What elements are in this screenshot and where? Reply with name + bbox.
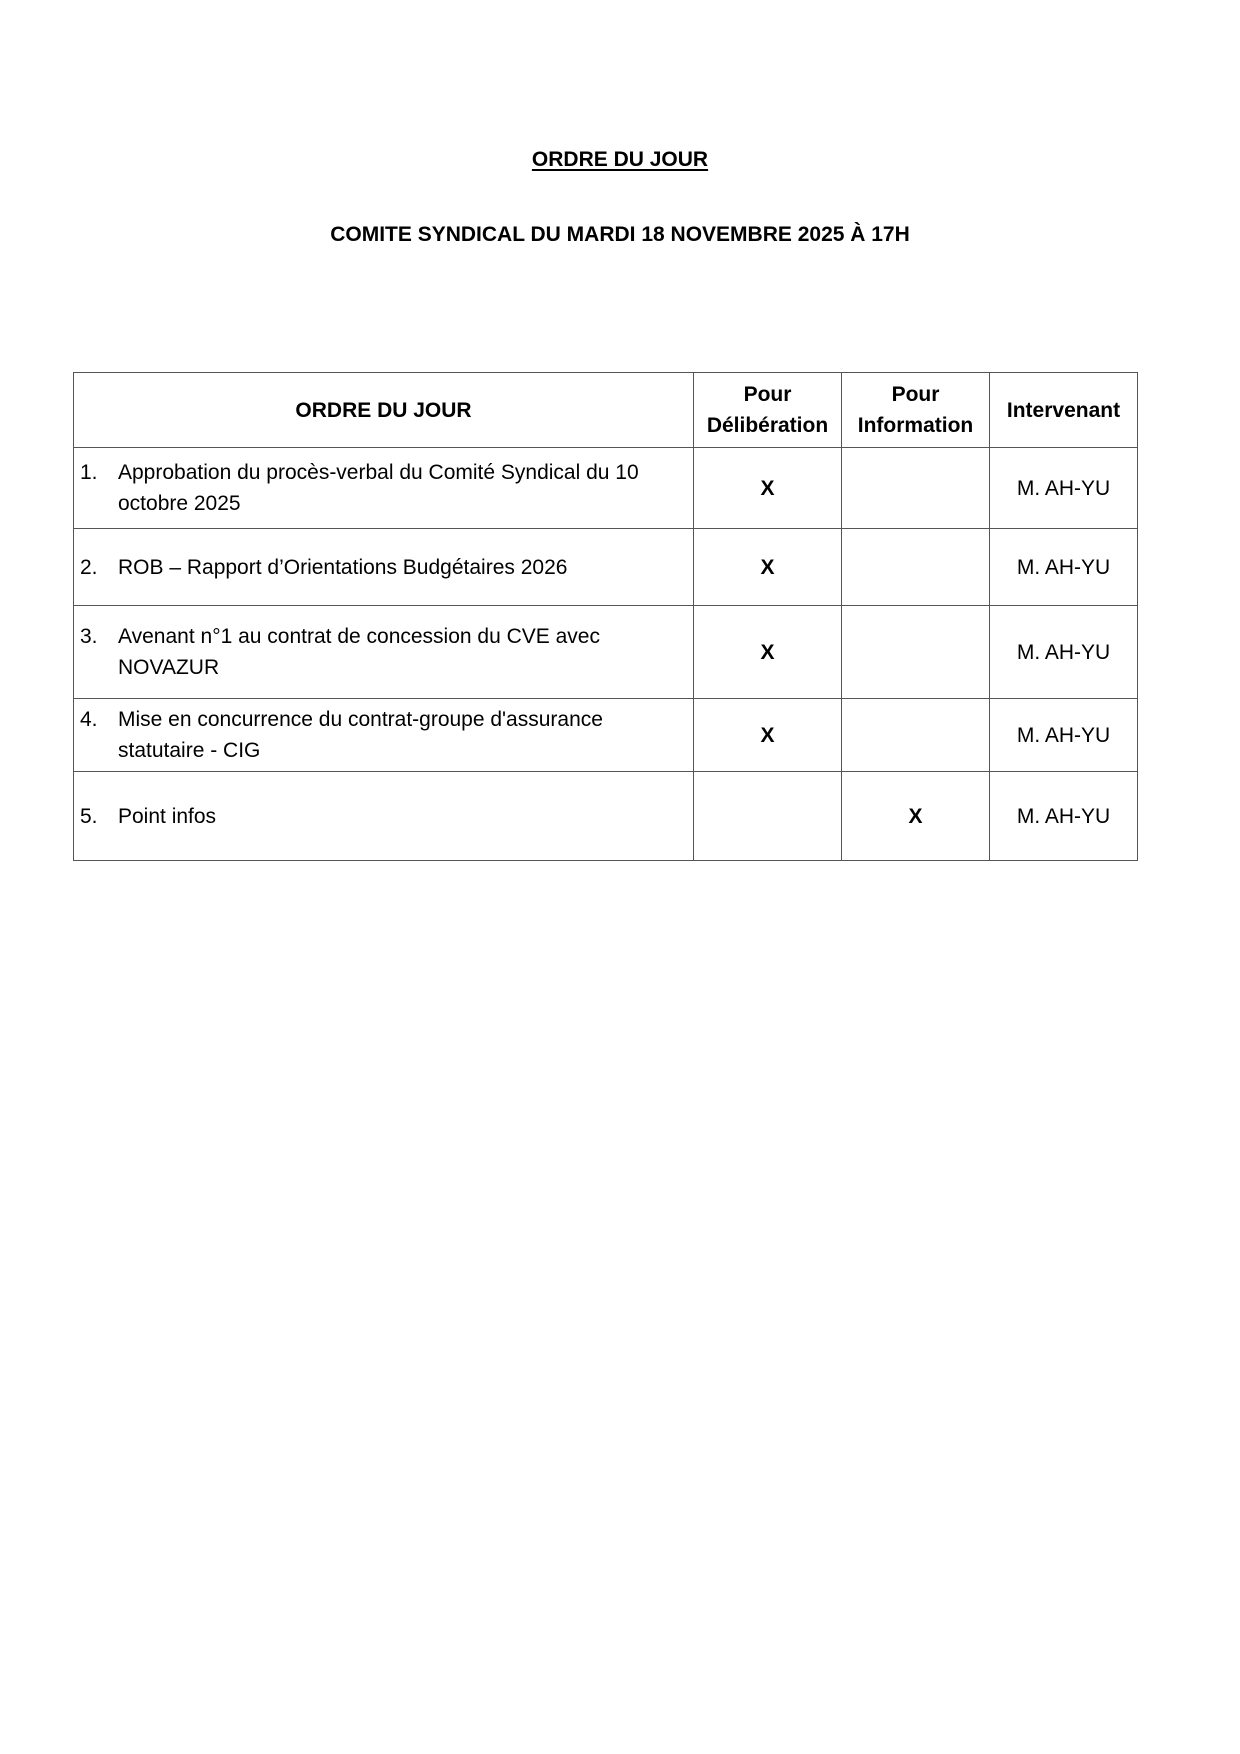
header-information-line1: Pour — [891, 383, 940, 406]
header-row — [74, 373, 1138, 448]
information-mark — [842, 699, 990, 772]
speaker-cell: M. AH-YU — [990, 772, 1138, 861]
deliberation-mark: X — [694, 529, 842, 606]
speaker-cell: M. AH-YU — [990, 448, 1138, 529]
header-deliberation-line1: Pour — [743, 383, 792, 406]
item-number: 5. — [80, 804, 98, 828]
information-mark — [842, 529, 990, 606]
deliberation-mark: X — [694, 606, 842, 699]
header-deliberation — [694, 373, 842, 448]
item-cell — [74, 772, 694, 861]
deliberation-mark — [694, 772, 842, 861]
item-text: Avenant n°1 au contrat de concession du CVE avec NOVAZUR — [118, 625, 600, 679]
item-number: 2. — [80, 555, 98, 579]
item-text: Approbation du procès-verbal du Comité Syndical du 10 octobre 2025 — [118, 461, 639, 515]
header-item: ORDRE DU JOUR — [74, 373, 694, 448]
information-mark: X — [842, 772, 990, 861]
agenda-table — [73, 372, 1138, 861]
item-text: ROB – Rapport d’Orientations Budgétaires 2026 — [118, 555, 568, 579]
page-subtitle: COMITE SYNDICAL DU MARDI 18 NOVEMBRE 2025 À 17H — [330, 223, 910, 246]
information-mark — [842, 448, 990, 529]
header-deliberation-line2: Délibération — [706, 414, 829, 437]
header-information-line2: Information — [857, 414, 974, 437]
deliberation-mark: X — [694, 699, 842, 772]
speaker-cell: M. AH-YU — [990, 529, 1138, 606]
item-number: 4. — [80, 708, 98, 731]
speaker-cell: M. AH-YU — [990, 606, 1138, 699]
item-number: 1. — [80, 461, 98, 484]
header-information — [842, 373, 990, 448]
item-cell — [74, 699, 694, 772]
item-text: Mise en concurrence du contrat-groupe d'assurance statutaire - CIG — [118, 708, 603, 762]
item-number: 3. — [80, 625, 98, 648]
deliberation-mark: X — [694, 448, 842, 529]
table-row — [74, 606, 1138, 699]
table-row — [74, 529, 1138, 606]
table-row — [74, 699, 1138, 772]
item-cell — [74, 448, 694, 529]
page-title: ORDRE DU JOUR — [531, 148, 709, 171]
information-mark — [842, 606, 990, 699]
agenda-table-header — [74, 373, 1138, 448]
item-cell — [74, 606, 694, 699]
item-cell — [74, 529, 694, 606]
table-row — [74, 448, 1138, 529]
item-text: Point infos — [118, 804, 217, 828]
speaker-cell: M. AH-YU — [990, 699, 1138, 772]
table-row — [74, 772, 1138, 861]
header-speaker: Intervenant — [990, 373, 1138, 448]
